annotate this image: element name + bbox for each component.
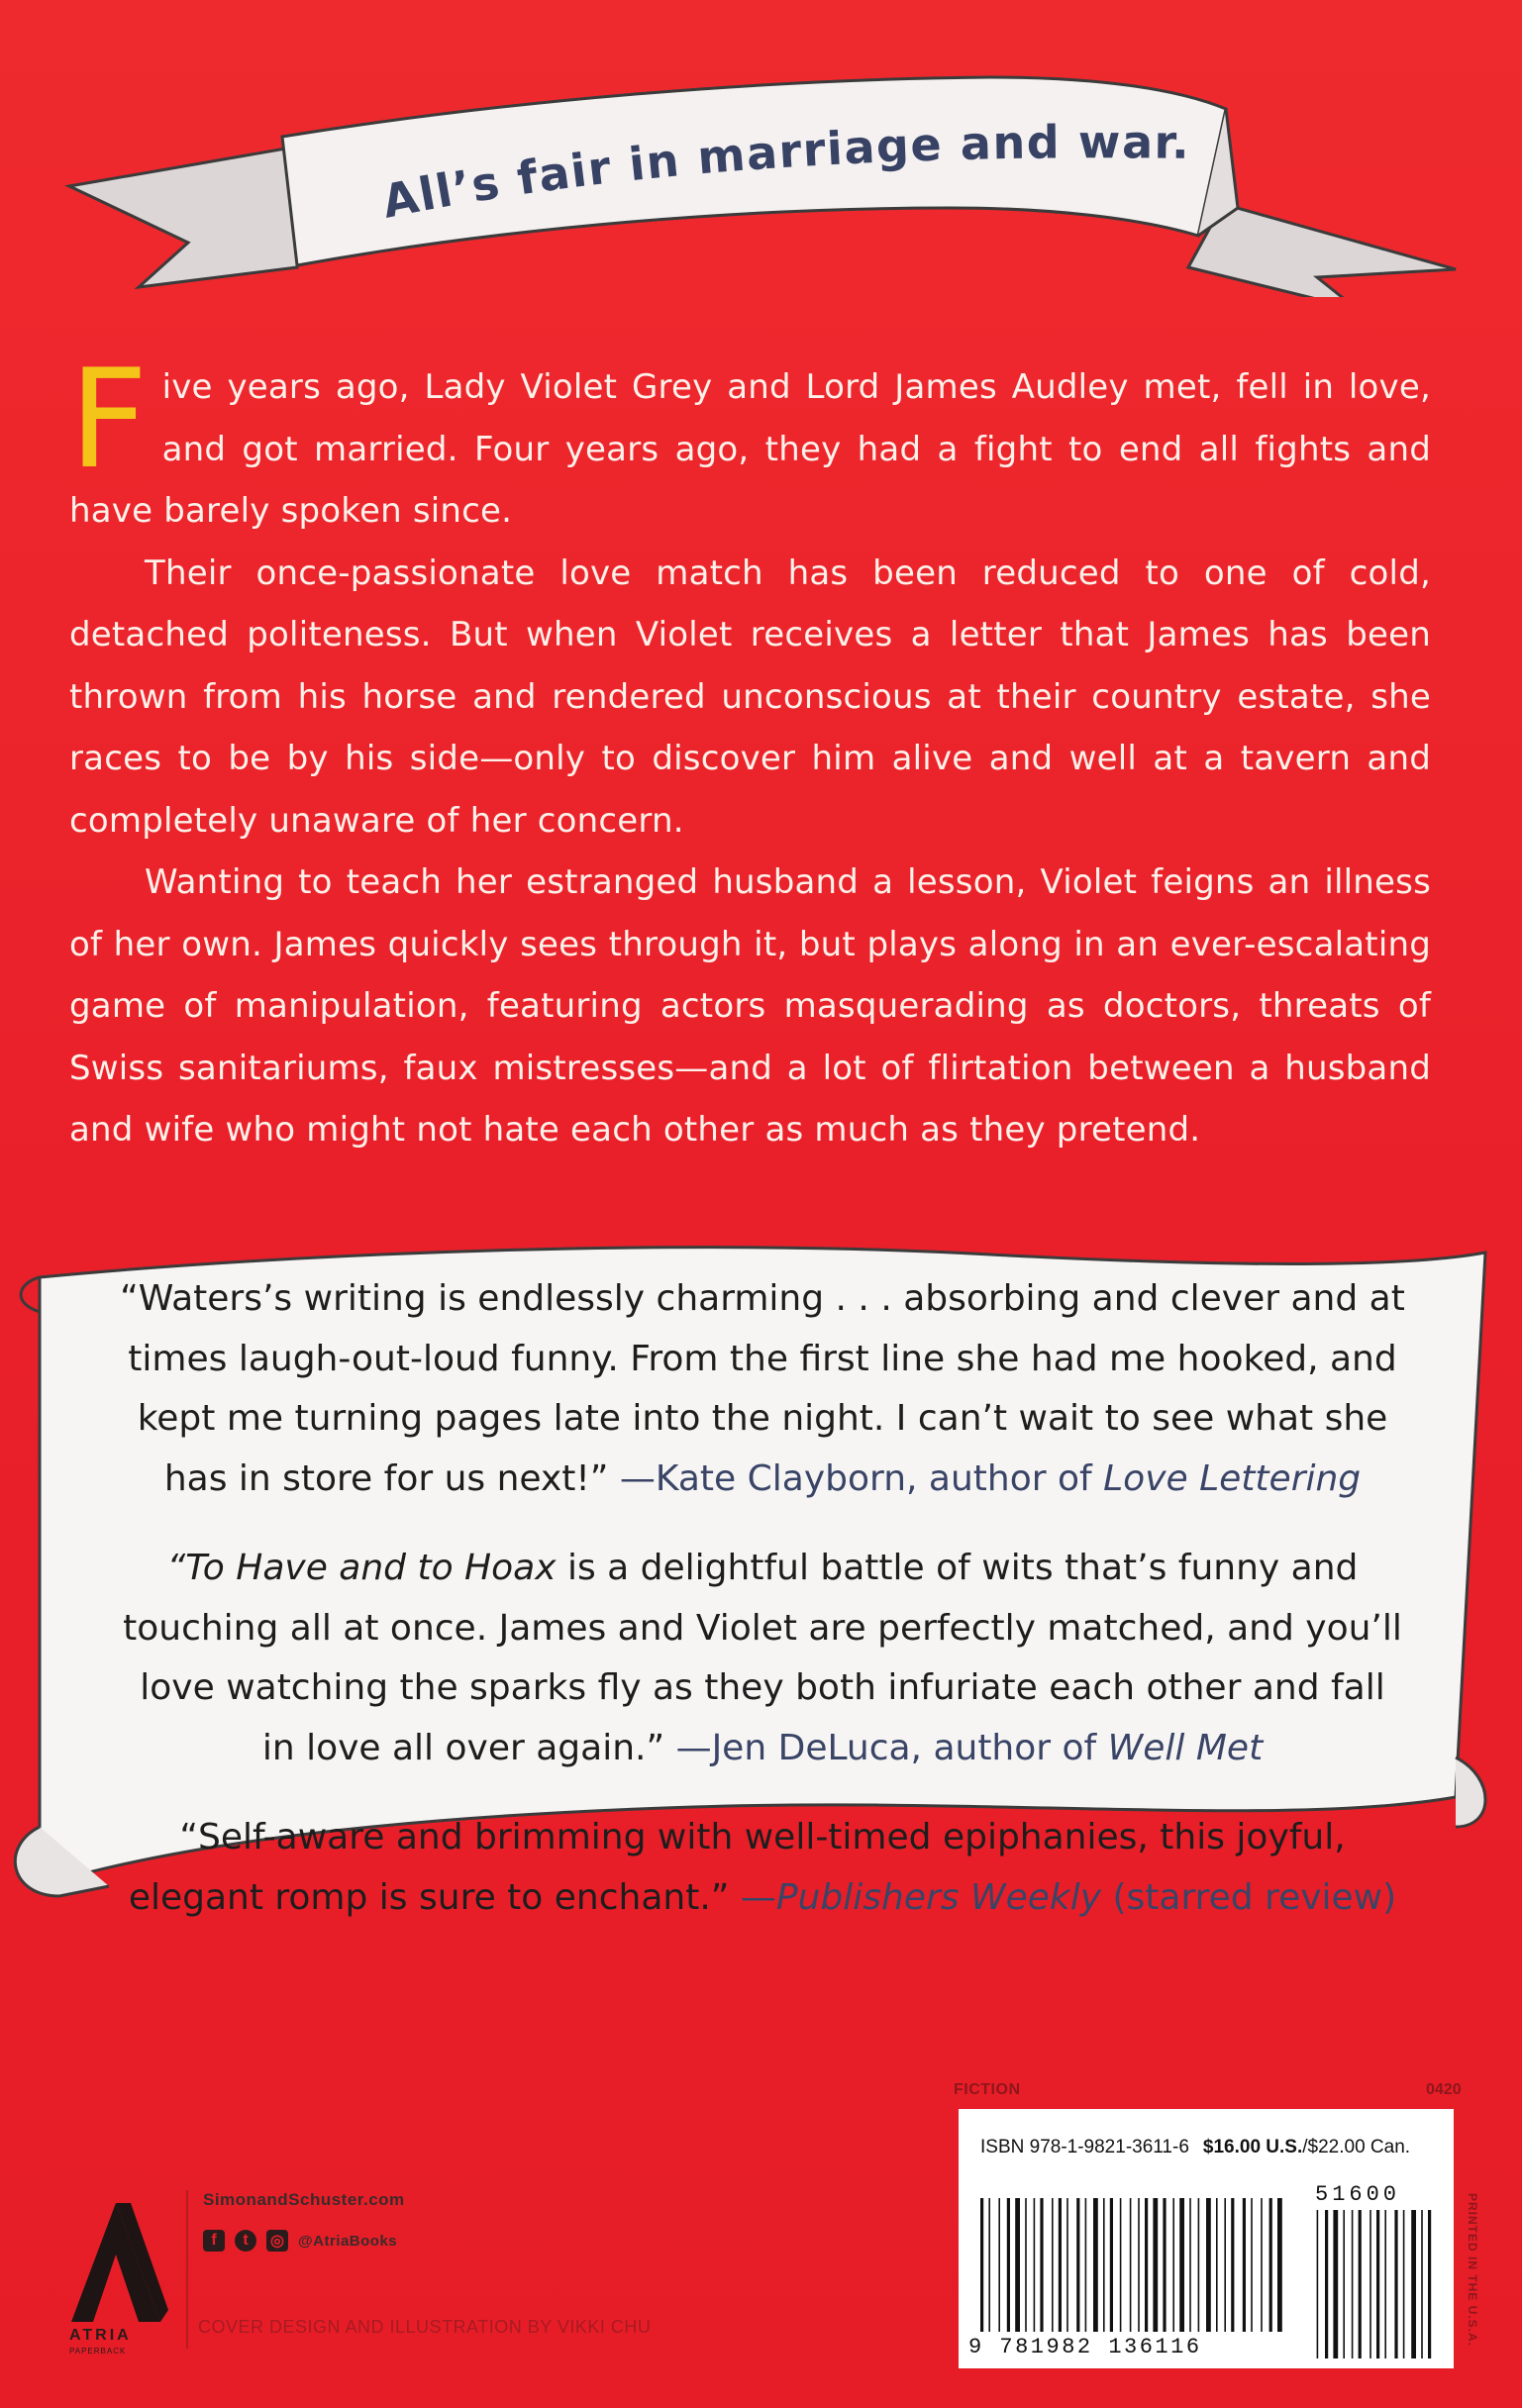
barcode-bar — [1066, 2198, 1068, 2332]
cover-credit: COVER DESIGN AND ILLUSTRATION BY VIKKI CHU — [198, 2317, 652, 2337]
quote-publishers-weekly — [119, 1808, 1406, 1928]
addon-bar — [1317, 2210, 1319, 2358]
addon-digits: 51600 — [1315, 2182, 1401, 2207]
quote-text: is a delightful battle of wits that’s funny and touching all at once. James and Violet are perfectly matched, and you’ll love watching the sparks fly as they both infuriate each other and fall in love all over again.” — [123, 1548, 1402, 1768]
barcode-icon — [959, 2109, 1454, 2368]
barcode-bar — [1103, 2198, 1105, 2332]
barcode-bar — [988, 2198, 990, 2332]
social-handle: @AtriaBooks — [298, 2232, 398, 2250]
barcode-bar — [1216, 2198, 1218, 2332]
barcode-bar — [1052, 2198, 1054, 2332]
synopsis-paragraph-2: Their once-passionate love match has been reduced to one of cold, detached politeness. But when Violet receives a letter that James has been thrown from his horse and rendered unconscious at their country estate, she races to be by his side—only to discover him alive and well at a tavern and completely unaware of her concern. — [69, 552, 1431, 841]
addon-bar — [1428, 2210, 1431, 2358]
synopsis-paragraph-3: Wanting to teach her estranged husband a lesson, Violet feigns an illness of her own. James quickly sees through it, but plays along in an ever-escalating game of manipulation, featuring actors masquerading as doctors, threats of Swiss sanitariums, faux mistresses—and a lot of flirtation between a husband and wife who might not hate each other as much as they pretend. — [69, 862, 1431, 1150]
ean-digits: 9 781982 136116 — [968, 2335, 1202, 2359]
addon-bar — [1421, 2210, 1423, 2358]
quote-title: “To Have and to Hoax — [166, 1548, 557, 1588]
review-quotes — [119, 1269, 1406, 1957]
facebook-icon: f — [203, 2230, 225, 2252]
barcode-bar — [1224, 2198, 1226, 2332]
addon-bar — [1333, 2210, 1338, 2358]
printed-in — [1464, 2193, 1483, 2371]
barcode-bar — [1261, 2198, 1263, 2332]
price-can: /$22.00 Can. — [1302, 2137, 1411, 2157]
printed-text: PRINTED IN THE U.S.A. — [1466, 2193, 1479, 2348]
barcode-bar — [1034, 2198, 1036, 2332]
barcode-bar — [1007, 2198, 1010, 2332]
quote-attribution: —Jen DeLuca, author of — [664, 1727, 1108, 1768]
tagline-text: All’s fair in marriage and war. — [377, 115, 1191, 229]
barcode-bar — [1251, 2198, 1253, 2332]
addon-bar — [1352, 2210, 1354, 2358]
divider — [186, 2190, 188, 2349]
barcode-bar — [1145, 2198, 1148, 2332]
quote-attribution-suffix: (starred review) — [1101, 1876, 1397, 1918]
addon-bar — [1411, 2210, 1416, 2358]
drop-cap: F — [69, 340, 149, 499]
quote-work: Well Met — [1107, 1727, 1264, 1768]
synopsis-paragraph-1 — [69, 340, 1431, 543]
publisher-imprint: PAPERBACK — [69, 2347, 127, 2356]
barcode-bar — [1130, 2198, 1132, 2332]
barcode-bar — [1120, 2198, 1122, 2332]
tagline — [356, 114, 1228, 233]
date-code: 0420 — [1426, 2081, 1462, 2098]
instagram-icon: ◎ — [266, 2230, 288, 2252]
atria-logo-icon — [61, 2193, 170, 2342]
barcode-bar — [1172, 2198, 1174, 2332]
addon-bar — [1376, 2210, 1379, 2358]
social-links — [203, 2230, 397, 2252]
addon-bar — [1384, 2210, 1386, 2358]
price-us: $16.00 U.S. — [1202, 2137, 1303, 2157]
barcode-bar — [1025, 2198, 1027, 2332]
barcode-bar — [1093, 2198, 1098, 2332]
synopsis-paragraph-1-text: ive years ago, Lady Violet Grey and Lord James Audley met, fell in love, and got married. Four years ago, they had a fight to end all fights and have barely spoken since. — [69, 367, 1431, 531]
barcode-bar — [980, 2198, 983, 2332]
barcode-bar — [1206, 2198, 1211, 2332]
barcode-bar — [1189, 2198, 1191, 2332]
barcode-bar — [1015, 2198, 1020, 2332]
addon-bar — [1325, 2210, 1328, 2358]
barcode-bar — [1179, 2198, 1184, 2332]
barcode-bar — [1163, 2198, 1166, 2332]
barcode-bar — [1110, 2198, 1113, 2332]
addon-bar — [1370, 2210, 1371, 2358]
quote-deluca — [119, 1539, 1406, 1778]
barcode-bar — [1059, 2198, 1062, 2332]
barcode-bar — [1269, 2198, 1272, 2332]
addon-bar — [1403, 2210, 1405, 2358]
barcode-bar — [1243, 2198, 1246, 2332]
barcode-bar — [998, 2198, 1000, 2332]
barcode-box — [959, 2109, 1454, 2368]
category-label: FICTION — [954, 2081, 1021, 2098]
synopsis — [69, 340, 1431, 1161]
quote-attribution: —Kate Clayborn, author of — [608, 1457, 1104, 1499]
twitter-icon: t — [235, 2230, 256, 2252]
quote-text: “Self-aware and brimming with well-timed epiphanies, this joyful, elegant romp is sure to enchant.” — [128, 1817, 1346, 1918]
barcode-bar — [1153, 2198, 1158, 2332]
isbn: ISBN 978-1-9821-3611-6 — [980, 2137, 1189, 2157]
addon-bar — [1394, 2210, 1397, 2358]
barcode-bar — [1231, 2198, 1234, 2332]
quote-publication: Publishers Weekly — [775, 1876, 1102, 1918]
barcode-bar — [1277, 2198, 1282, 2332]
quote-attribution-prefix: — — [729, 1876, 776, 1918]
barcode-bar — [1085, 2198, 1087, 2332]
barcode-bar — [1076, 2198, 1079, 2332]
addon-bar — [1359, 2210, 1362, 2358]
svg-text:All’s fair in marriage and war — [378, 115, 1191, 229]
quote-text: “Waters’s writing is endlessly charming . . . absorbing and clever and at times laugh-out-loud funny. From the first line she had me hooked, and kept me turning pages late into the night. I can’t wait to see what she has in store for us next!” — [120, 1278, 1405, 1499]
addon-bar — [1343, 2210, 1345, 2358]
barcode-bar — [1040, 2198, 1043, 2332]
barcode-bar — [1198, 2198, 1200, 2332]
barcode-bar — [1138, 2198, 1140, 2332]
quote-clayborn — [119, 1269, 1406, 1509]
quote-work: Love Lettering — [1103, 1457, 1362, 1499]
publisher-name: ATRIA — [69, 2327, 132, 2344]
publisher-website: SimonandSchuster.com — [203, 2190, 405, 2209]
